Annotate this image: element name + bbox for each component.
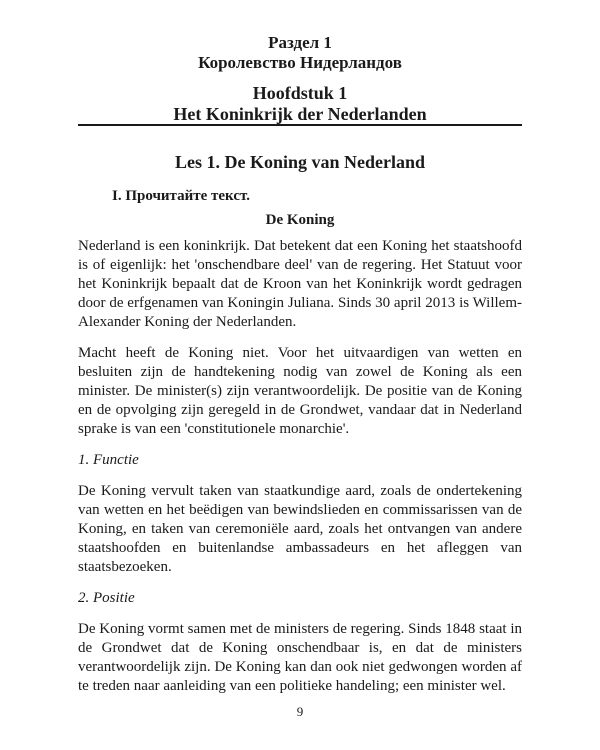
chapter-label: Hoofdstuk 1 — [252, 83, 348, 103]
subsection-text-positie: De Koning vormt samen met de ministers de regering. Sinds 1848 staat in de Grondwet dat de Koning onschendbaar is, en dat de ministers verantwoordelijk zijn. De Koning kan dan ook niet gedwongen worden af te treden naar aanleiding van een politieke handeling; een minister wel. — [78, 621, 522, 694]
paragraph-1: Nederland is een koninkrijk. Dat betekent dat een Koning het staatshoofd is of eigenlijk: het 'onschendbare deel' van de regering. Het Statuut voor het Koninkrijk bepaalt dat de Kroon van het Koninkrijk wordt gedragen door de erfgenamen van Koningin Juliana. Sinds 30 april 2013 is Willem-Alexander Koning der Nederlanden. — [78, 238, 522, 330]
subsection-heading-positie: 2. Positie — [78, 590, 135, 606]
section-header — [0, 33, 600, 73]
paragraph-2: Macht heeft de Koning niet. Voor het uitvaardigen van wetten en besluiten zijn de handtekening nodig van zowel de Koning als een minister. De minister(s) zijn verantwoordelijk. De positie van de Koning en de opvolging zijn geregeld in de Grondwet, vandaar dat in Nederland sprake is van een 'constitutionele monarchie'. — [78, 345, 522, 437]
subsection-heading-functie: 1. Functie — [78, 452, 139, 468]
page-number: 9 — [296, 704, 304, 719]
lesson-title: Les 1. De Koning van Nederland — [174, 152, 426, 172]
header-divider — [78, 124, 522, 126]
section-title: Королевство Нидерландов — [198, 53, 402, 72]
chapter-title: Het Koninkrijk der Nederlanden — [173, 104, 427, 124]
chapter-header — [0, 83, 600, 125]
text-title: De Koning — [265, 212, 335, 228]
task-instruction: I. Прочитайте текст. — [112, 188, 250, 204]
subsection-text-functie: De Koning vervult taken van staatkundige aard, zoals de ondertekening van wetten en het beëdigen van bewindslieden en commissarissen van de Koning, en taken van ceremoniële aard, zoals het ontvangen van andere staatshoofden en buitenlandse ambassadeurs en het afleggen van staatsbezoeken. — [78, 483, 522, 575]
body-text — [78, 237, 522, 708]
section-label: Раздел 1 — [268, 33, 332, 52]
